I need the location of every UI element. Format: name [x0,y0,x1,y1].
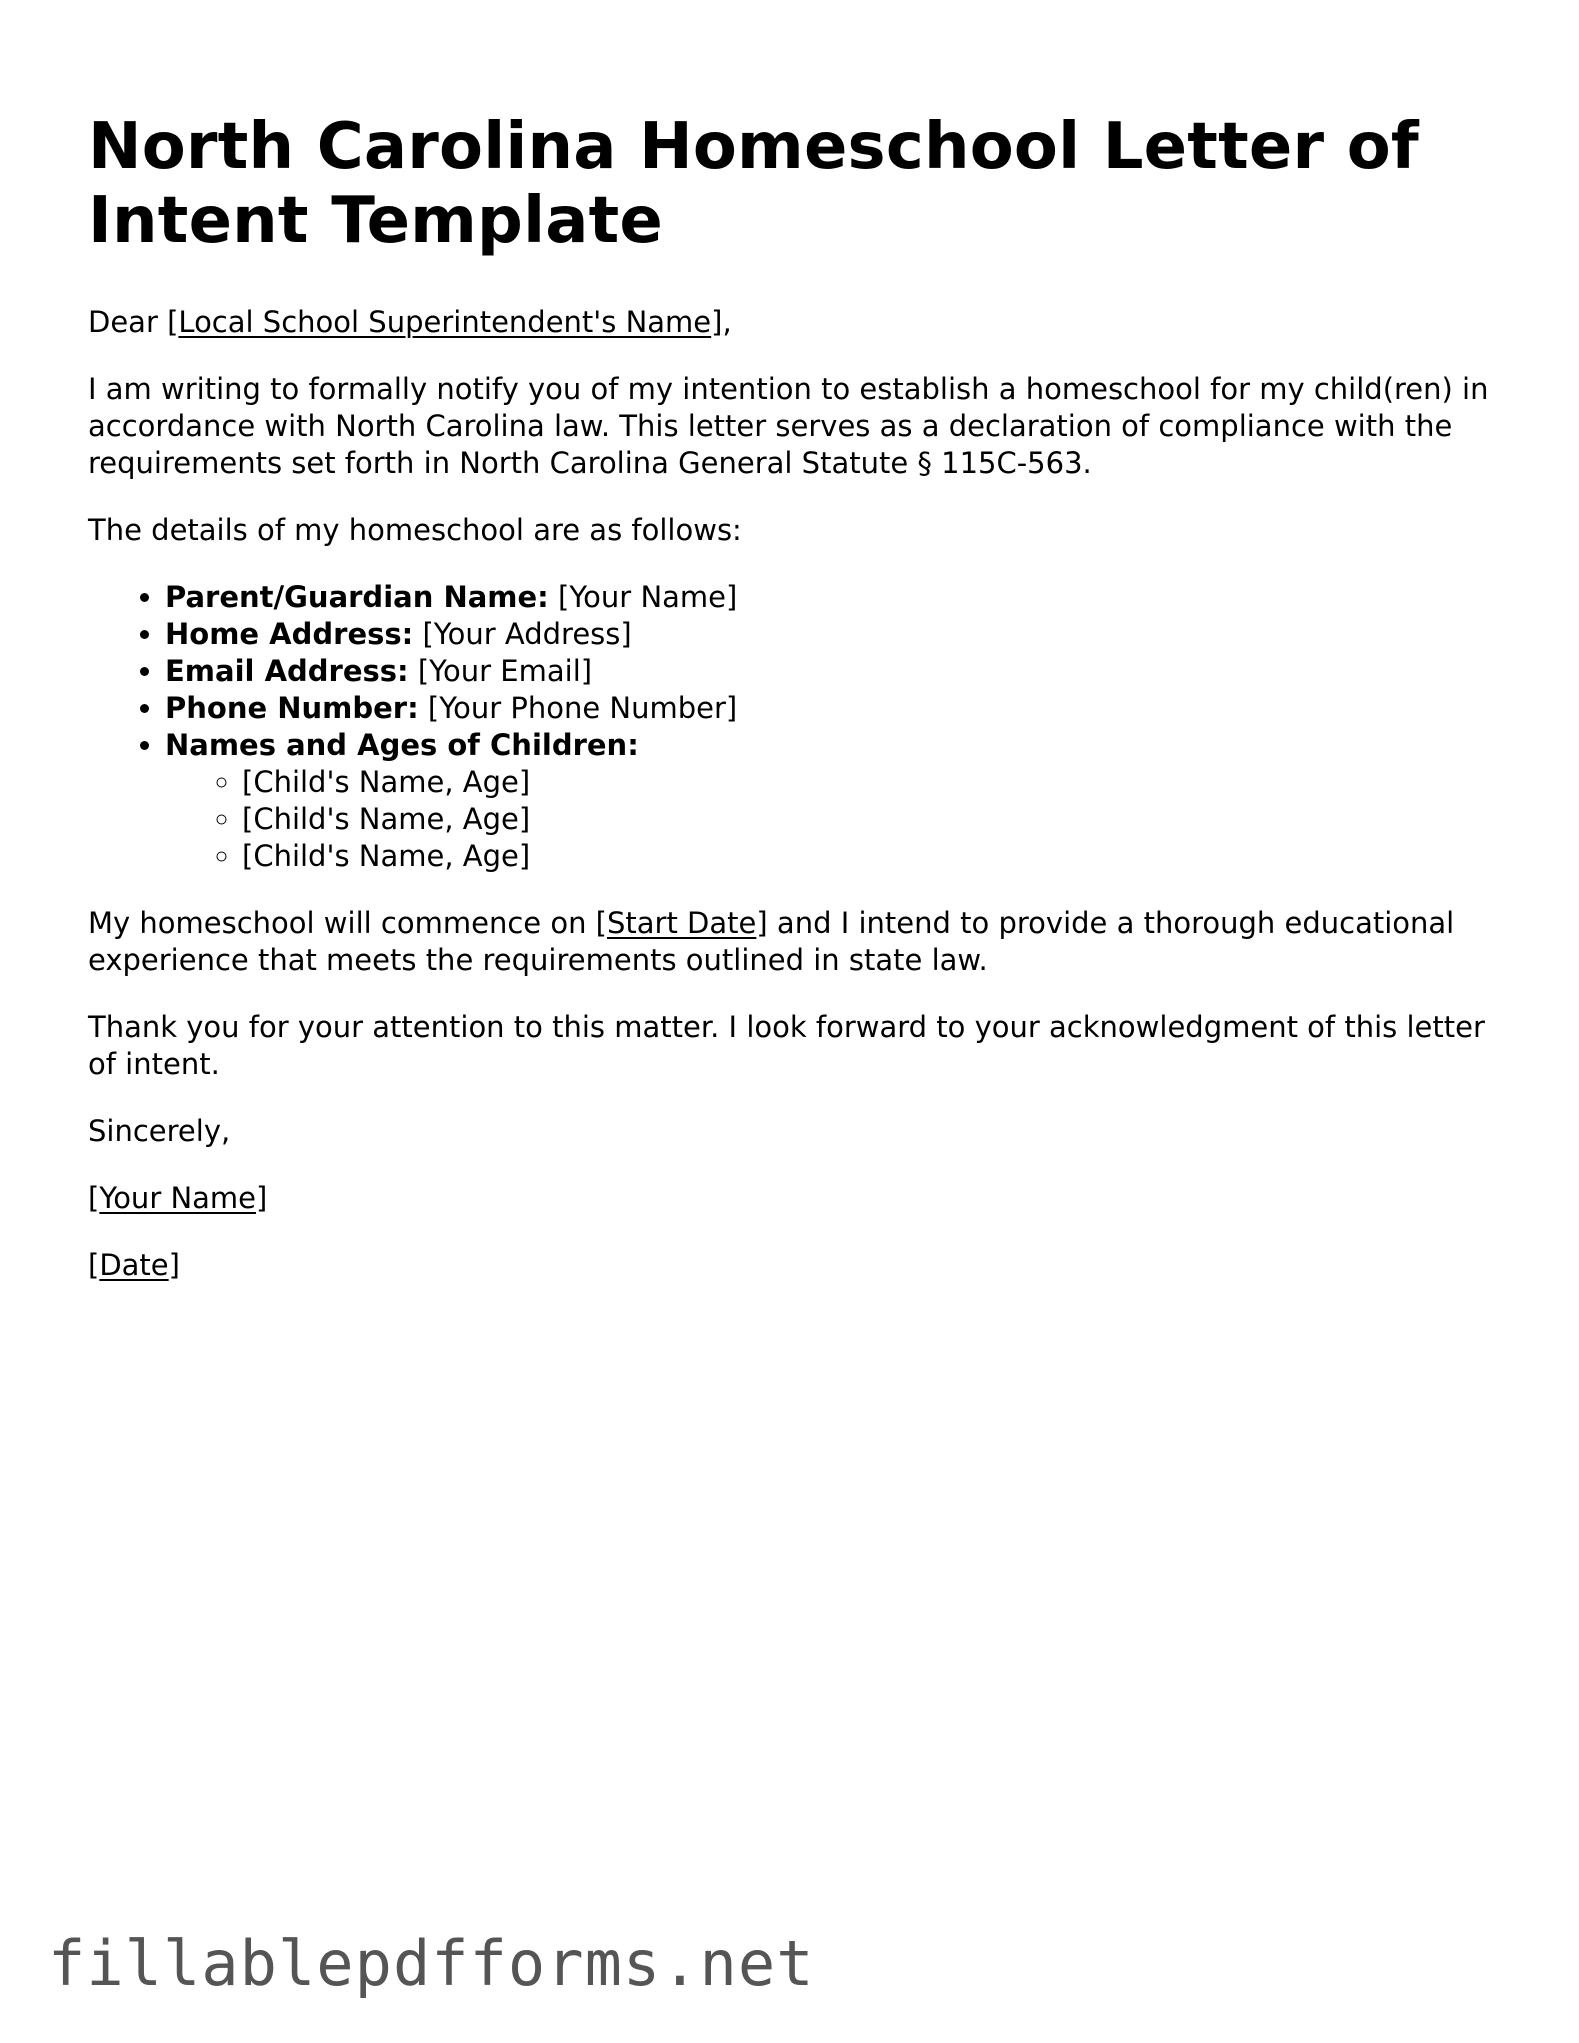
signature-bracket-close: ] [256,1181,268,1215]
details-list [88,579,1508,875]
intro-paragraph: I am writing to formally notify you of my intention to establish a homeschool for my child(ren) in accordance with North Carolina law. This letter serves as a declaration of compliance with the requirements set forth in North Carolina General Statute § 115C-563. [88,372,1489,480]
signature-line [88,1180,1508,1217]
date-line [88,1247,1508,1284]
children-list [165,764,1508,875]
signature-bracket-open: [ [88,1181,100,1215]
child-item: ◦ [Child's Name, Age] [242,838,1508,875]
child-item: ◦ [Child's Name, Age] [242,764,1508,801]
detail-label: Names and Ages of Children: [165,728,639,762]
start-date-bracket-close: ] [756,906,768,940]
salutation-prefix: Dear [88,305,168,339]
detail-label: Email Address: [165,654,409,688]
commence-paragraph [88,905,1508,979]
date-bracket-open: [ [88,1248,100,1282]
recipient-name-field[interactable]: Local School Superintendent's Name [178,305,712,339]
watermark: fillablepdfforms.net [48,1927,815,2000]
letter-page [88,110,1508,1314]
child-item: ◦ [Child's Name, Age] [242,801,1508,838]
details-intro: The details of my homeschool are as follows: [88,513,742,547]
date-bracket-close: ] [168,1248,180,1282]
list-item [165,690,1508,727]
start-date-field[interactable]: Start Date [607,906,757,940]
detail-label: Phone Number: [165,691,419,725]
list-item [165,727,1508,875]
salutation [88,304,1508,341]
list-item [165,616,1508,653]
detail-label: Home Address: [165,617,414,651]
salutation-bracket-open: [ [167,305,179,339]
start-date-bracket-open: [ [595,906,607,940]
detail-label: Parent/Guardian Name: [165,580,549,614]
list-item [165,653,1508,690]
detail-value: [Your Email] [408,654,593,688]
closing: Sincerely, [88,1114,231,1148]
thanks-paragraph: Thank you for your attention to this matter. I look forward to your acknowledgment of this letter of intent. [88,1010,1485,1081]
list-item [165,579,1508,616]
salutation-bracket-close: ], [711,305,732,339]
detail-value: [Your Phone Number] [418,691,738,725]
commence-after: and I intend to provide a thorough educational experience that meets the requirements outlined in state law. [88,906,1455,977]
signature-name-field[interactable]: Your Name [99,1181,257,1215]
detail-value: [Your Address] [413,617,632,651]
page-title: North Carolina Homeschool Letter of Intent Template [88,110,1419,258]
date-field[interactable]: Date [99,1248,169,1282]
detail-value: [Your Name] [548,580,738,614]
commence-before: My homeschool will commence on [88,906,596,940]
